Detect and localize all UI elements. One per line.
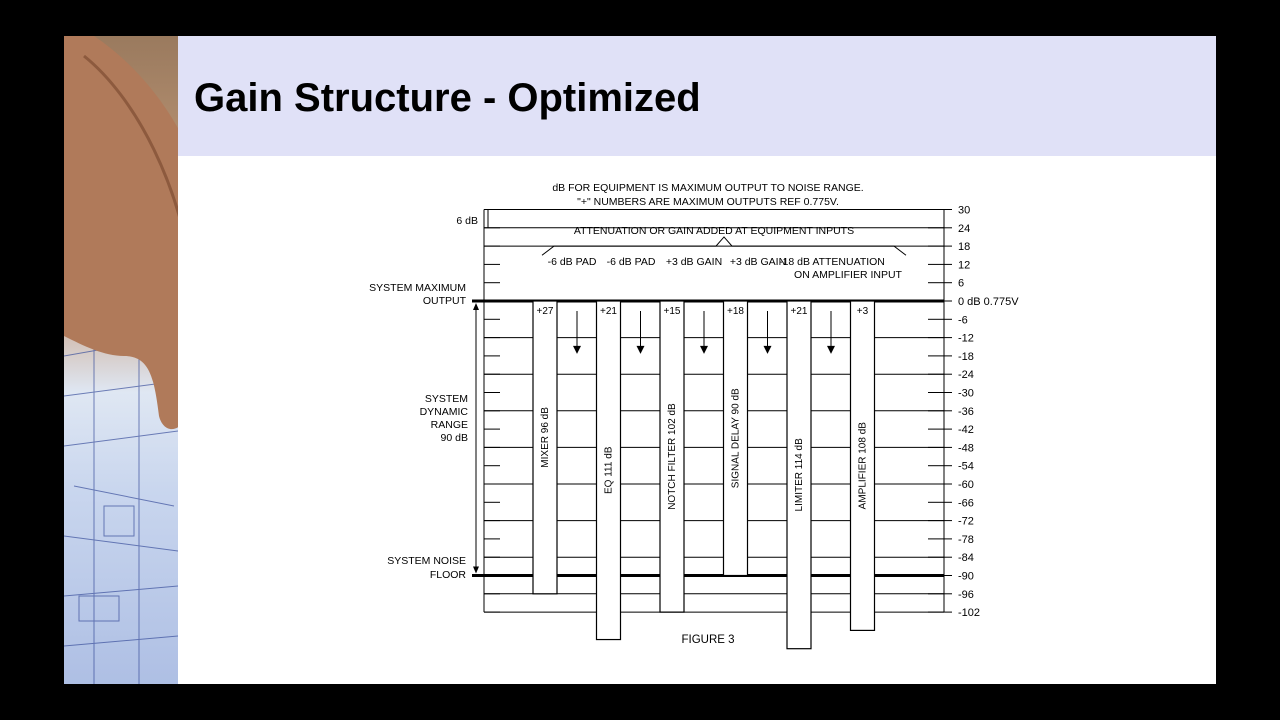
- gain-arrow-head: [637, 346, 645, 354]
- device-name-label: EQ 111 dB: [603, 446, 615, 494]
- slide: [64, 36, 1216, 684]
- scale-label: 18: [958, 241, 971, 254]
- system-noise-floor-label: SYSTEM NOISE: [387, 555, 466, 567]
- scale-label: 30: [958, 204, 971, 217]
- scale-label: 0 dB 0.775V: [958, 296, 1019, 308]
- device-max-output-label: +3: [856, 306, 869, 317]
- system-noise-floor-label: FLOOR: [429, 569, 466, 581]
- gain-arrow-head: [700, 346, 708, 354]
- gain-structure-diagram: [64, 36, 1216, 684]
- scale-label: -36: [958, 405, 974, 418]
- scale-label: -102: [958, 607, 981, 620]
- scale-label: -90: [958, 570, 974, 583]
- device-name-label: NOTCH FILTER 102 dB: [667, 403, 678, 510]
- scale-label: 24: [958, 222, 971, 235]
- scale-label: -48: [958, 442, 974, 455]
- device-name-label: SIGNAL DELAY 90 dB: [730, 388, 742, 489]
- dynamic-range-arrowhead-bottom: [473, 567, 479, 574]
- dynamic-range-arrowhead-top: [473, 303, 479, 310]
- device-max-output-label: +18: [727, 306, 744, 317]
- device-name-label: AMPLIFIER 108 dB: [857, 422, 869, 510]
- device-max-output-label: +15: [663, 306, 681, 317]
- scale-label: -60: [958, 479, 974, 491]
- system-dynamic-range-label: SYSTEM: [424, 393, 468, 405]
- device-max-output-label: +21: [600, 306, 617, 317]
- device-max-output-label: +27: [536, 306, 554, 317]
- system-dynamic-range-label: 90 dB: [440, 432, 468, 444]
- scale-label: -84: [958, 552, 974, 565]
- scale-label: -66: [958, 497, 974, 510]
- figure-caption: FIGURE 3: [681, 634, 735, 646]
- gain-label: +3 dB GAIN: [729, 256, 787, 268]
- scale-label: -96: [958, 588, 974, 601]
- scale-label: -72: [958, 515, 974, 528]
- scale-label: -18: [958, 350, 974, 363]
- system-max-output-label: OUTPUT: [422, 295, 466, 307]
- system-max-output-label: SYSTEM MAXIMUM: [369, 282, 466, 294]
- scale-label: 12: [958, 259, 971, 272]
- scale-label: -30: [958, 387, 974, 400]
- gain-arrow-head: [764, 346, 772, 354]
- gain-label: -6 dB PAD: [547, 256, 597, 268]
- scale-label: 6: [958, 277, 965, 290]
- system-dynamic-range-label: RANGE: [430, 419, 468, 431]
- scale-label: -6: [958, 314, 968, 327]
- scale-label: -24: [958, 369, 974, 382]
- scale-label: -54: [958, 460, 974, 473]
- device-name-label: LIMITER 114 dB: [794, 438, 805, 512]
- attenuation-header: ATTENUATION OR GAIN ADDED AT EQUIPMENT INPUTS: [573, 225, 855, 237]
- gain-arrow-head: [827, 346, 835, 354]
- system-dynamic-range-label: DYNAMIC: [419, 406, 468, 418]
- headroom-label: 6 dB: [456, 215, 478, 227]
- scale-label: -42: [958, 424, 974, 437]
- slide-title: Gain Structure - Optimized: [194, 76, 701, 120]
- device-name-label: MIXER 96 dB: [540, 407, 551, 468]
- figure-header-line1: dB FOR EQUIPMENT IS MAXIMUM OUTPUT TO NOISE RANGE.: [552, 182, 864, 194]
- figure-header-line2: "+" NUMBERS ARE MAXIMUM OUTPUTS REF 0.775V.: [577, 196, 839, 208]
- gain-label: +3 dB GAIN: [665, 256, 723, 268]
- device-max-output-label: +21: [790, 306, 808, 317]
- gain-label: -6 dB PAD: [606, 256, 656, 268]
- scale-label: -12: [958, 332, 974, 345]
- gain-label: -18 dB ATTENUATION: [779, 256, 885, 268]
- gain-label: ON AMPLIFIER INPUT: [794, 269, 902, 281]
- gain-arrow-head: [573, 346, 581, 354]
- scale-label: -78: [958, 533, 974, 546]
